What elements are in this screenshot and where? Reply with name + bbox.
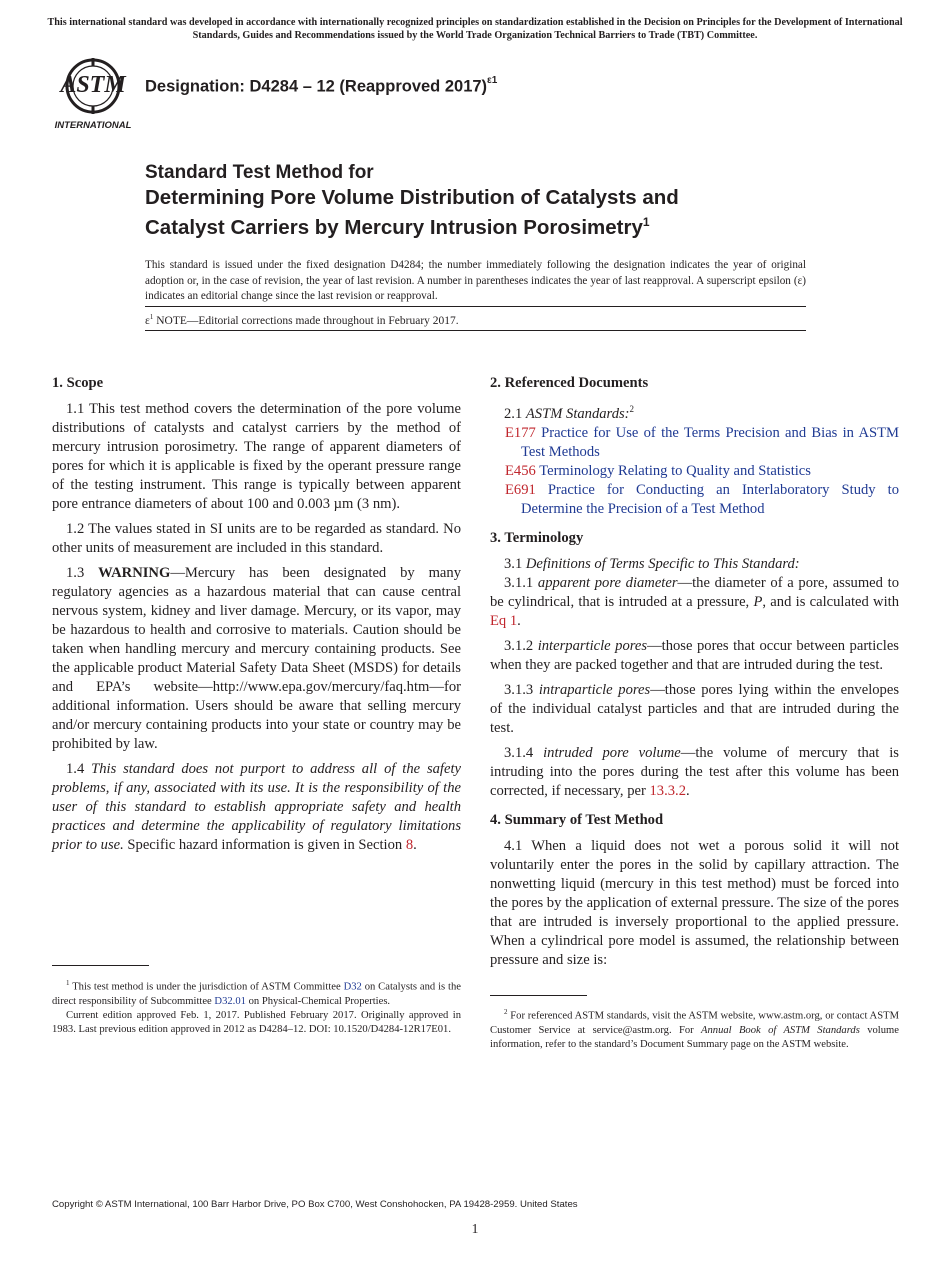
section-heading-summary: 4. Summary of Test Method: [490, 811, 664, 828]
var-p: P: [753, 593, 763, 610]
title-line-1: Standard Test Method for: [145, 162, 374, 183]
designation: [145, 77, 497, 97]
footnote-1-para: [52, 976, 461, 1009]
para-1-3-num: 1.3: [66, 565, 99, 581]
term-interparticle-pores: interparticle pores: [537, 637, 648, 654]
logo-wordmark: INTERNATIONAL: [54, 120, 132, 131]
editorial-note-text: NOTE—Editorial corrections made throughout in February 2017.: [153, 314, 459, 327]
para-3-1-1-text-a: —the diameter of a pore, assumed to be cylindrical, that is intruded at a pressure,: [490, 574, 899, 610]
designation-label: Designation: D4284 – 12 (Reapproved 2017): [145, 77, 488, 96]
para-3-1-4-text: —the volume of mercury that is intruding into the pores during the test after this volume has been corrected, if necessary, per: [490, 744, 899, 799]
para-2-1-label: ASTM Standards:: [525, 405, 630, 422]
term-intruded-pore-volume: intruded pore volume: [543, 744, 681, 761]
para-2-1-num: 2.1: [504, 405, 526, 422]
preamble: This standard is issued under the fixed designation D4284; the number immediately following the designation indicates the year of original adoption or, in the case of revision, the year of last revision. A number in parentheses indicates the year of last reapproval. A superscript epsilon (ε) indicates an editorial change since the last revision or reapproval.: [145, 259, 806, 302]
para-1-2: 1.2 The values stated in SI units are to be regarded as standard. No other units of measurement are included in this standard.: [52, 521, 461, 556]
para-4-1: 4.1 When a liquid does not wet a porous solid it will not voluntarily enter the pores in the solid by capillary attraction. The nonwetting liquid (mercury in this test method) must be forced into the pores by the application of external pressure. The size of the pores that are intruded is inversely proportional to the applied pressure. When a cylindrical pore model is assumed, the relationship between pressure and size is:: [490, 837, 899, 968]
para-3-1-label: Definitions of Terms Specific to This Standard:: [525, 555, 800, 572]
para-3-1: [490, 555, 899, 574]
footnote-1-text-a: This test method is under the jurisdiction of ASTM Committee: [69, 981, 344, 993]
ref-e177[interactable]: [490, 424, 899, 462]
ref-e691[interactable]: [490, 481, 899, 519]
para-3-1-3-num: 3.1.3: [504, 681, 539, 698]
term-intraparticle-pores: intraparticle pores: [538, 681, 651, 698]
ref-code[interactable]: E456: [505, 462, 536, 479]
footnote-2-para: [490, 1005, 899, 1052]
preamble-rule-bottom: [145, 330, 806, 331]
para-3-1-4-num: 3.1.4: [504, 744, 544, 761]
preamble-rule-top: [145, 306, 806, 307]
para-3-1-4-end: .: [685, 782, 690, 799]
para-1-4: [52, 760, 461, 855]
ref-code[interactable]: E691: [505, 481, 536, 498]
footnote-2-text-b: volume information, refer to the standard’s Document Summary page on the ASTM website.: [490, 1024, 899, 1050]
term-apparent-pore-diameter: apparent pore diameter: [537, 574, 678, 591]
document-title: [145, 160, 845, 240]
epsilon-sup: 1: [149, 313, 154, 321]
designation-sup: ε1: [487, 75, 498, 86]
para-1-4-italic: This standard does not purport to address all of the safety problems, if any, associated with its use. It is the responsibility of the user of this standard to establish appropriate safety and health practices and determine the applicability of regulatory limitations prior to use.: [52, 761, 461, 853]
footnote-1-edition: Current edition approved Feb. 1, 2017. Published February 2017. Originally approved in 1983. Last previous edition approved in 2012 as D4284–12. DOI: 10.1520/D4284-12R17E01.: [52, 1009, 461, 1036]
para-1-4-end: .: [413, 837, 417, 853]
para-1-4-num: 1.4: [66, 761, 92, 777]
para-1-4-text: Specific hazard information is given in Section: [123, 837, 406, 853]
title-line-3: Catalyst Carriers by Mercury Intrusion Porosimetry: [145, 215, 643, 239]
astm-logo: [52, 56, 134, 132]
page-number: 1: [471, 1221, 479, 1236]
subcommittee-d32-01-link[interactable]: D32.01: [214, 995, 246, 1007]
ref-title[interactable]: Practice for Conducting an Interlaboratory Study to Determine the Precision of a Test Method: [521, 481, 899, 517]
ref-code[interactable]: E177: [505, 424, 536, 441]
right-column: [490, 374, 899, 976]
epsilon: ε: [145, 314, 150, 327]
footnote-2-sup: 2: [504, 1008, 508, 1016]
para-3-1-2-num: 3.1.2: [504, 637, 538, 654]
top-notice: This international standard was developed in accordance with internationally recognized principles on standardization established in the Decision on Principles for the Development of International Standards, Guides and Recommendations issued by the World Trade Organization Technical Barriers to Trade (TBT) Committee.: [47, 17, 903, 41]
title-line-2: Determining Pore Volume Distribution of Catalysts and: [145, 186, 679, 209]
section-heading-terminology: 3. Terminology: [490, 529, 584, 546]
para-2-1-sup[interactable]: 2: [629, 404, 635, 414]
para-3-1-2-text: —those pores that occur between particles when they are packed together and that are intruded during the test.: [490, 637, 899, 673]
title-footnote-ref[interactable]: 1: [642, 215, 650, 229]
para-3-1-3-text: —those pores lying within the envelopes of the individual catalyst particles and that are intruded during the test.: [490, 681, 899, 736]
section-13-3-2-link[interactable]: 13.3.2: [649, 782, 686, 799]
eq-1-link[interactable]: Eq 1: [490, 612, 518, 629]
para-1-3-text: —Mercury has been designated by many regulatory agencies as a hazardous material that can cause central nervous system, kidney and liver damage. Mercury, or its vapor, may be hazardous to health and corrosive to materials. Caution should be taken when handling mercury and mercury containing products. See the applicable product Material Safety Data Sheet (MSDS) for details and EPA’s website—http://www.epa.gov/mercury/faq.htm—for additional information. Users should be aware that selling mercury and/or mercury containing products into your state or country may be prohibited by law.: [52, 565, 462, 752]
para-3-1-1-text-b: , and is calculated with: [762, 593, 899, 610]
committee-d32-link[interactable]: D32: [343, 981, 362, 993]
para-3-1-2: [490, 637, 899, 675]
para-1-3: [52, 564, 461, 754]
para-3-1-1: [490, 574, 899, 631]
editorial-note: [145, 313, 459, 327]
ref-title[interactable]: Practice for Use of the Terms Precision and Bias in ASTM Test Methods: [521, 424, 899, 460]
left-column: [52, 374, 461, 861]
warning-label: WARNING: [98, 565, 171, 581]
footnote-1-text-c: on Physical-Chemical Properties.: [245, 995, 391, 1007]
footnote-rule-right: [490, 995, 587, 996]
footnote-rule-left: [52, 965, 149, 966]
footnote-2-text-a: For referenced ASTM standards, visit the ASTM website, www.astm.org, or contact ASTM Customer Service at service@astm.org. For: [490, 1010, 899, 1036]
para-3-1-4: [490, 744, 899, 801]
copyright: Copyright © ASTM International, 100 Barr Harbor Drive, PO Box C700, West Conshohocken, PA 19428-2959. United States: [52, 1199, 578, 1210]
svg-text:ASTM: ASTM: [60, 72, 126, 98]
footnote-1-sup: 1: [66, 979, 70, 987]
ref-title[interactable]: Terminology Relating to Quality and Statistics: [535, 462, 811, 479]
section-heading-scope: 1. Scope: [52, 375, 104, 391]
para-2-1: [490, 400, 899, 424]
para-3-1-1-end: .: [517, 612, 521, 629]
footnote-2-italic: Annual Book of ASTM Standards: [701, 1024, 860, 1036]
footnote-1: [52, 976, 461, 1037]
para-3-1-1-num: 3.1.1: [504, 574, 538, 591]
ref-e456[interactable]: [490, 462, 899, 481]
para-1-1: 1.1 This test method covers the determination of the pore volume distributions of catalysts and catalyst carriers by the method of mercury intrusion porosimetry. The range of apparent diameters of pores for which it is applicable is fixed by the operant pressure range of the testing instrument. This range is typically between apparent pore entrance diameters of about 100 and 0.003 µm (3 nm).: [52, 401, 461, 512]
para-3-1-num: 3.1: [504, 555, 526, 572]
footnote-2: [490, 1005, 899, 1052]
section-8-link[interactable]: 8: [405, 837, 414, 853]
para-3-1-3: [490, 681, 899, 738]
footnote-1-text-b: on Catalysts and is the direct responsibility of Subcommittee: [52, 981, 462, 1007]
section-heading-referenced: 2. Referenced Documents: [490, 375, 649, 391]
